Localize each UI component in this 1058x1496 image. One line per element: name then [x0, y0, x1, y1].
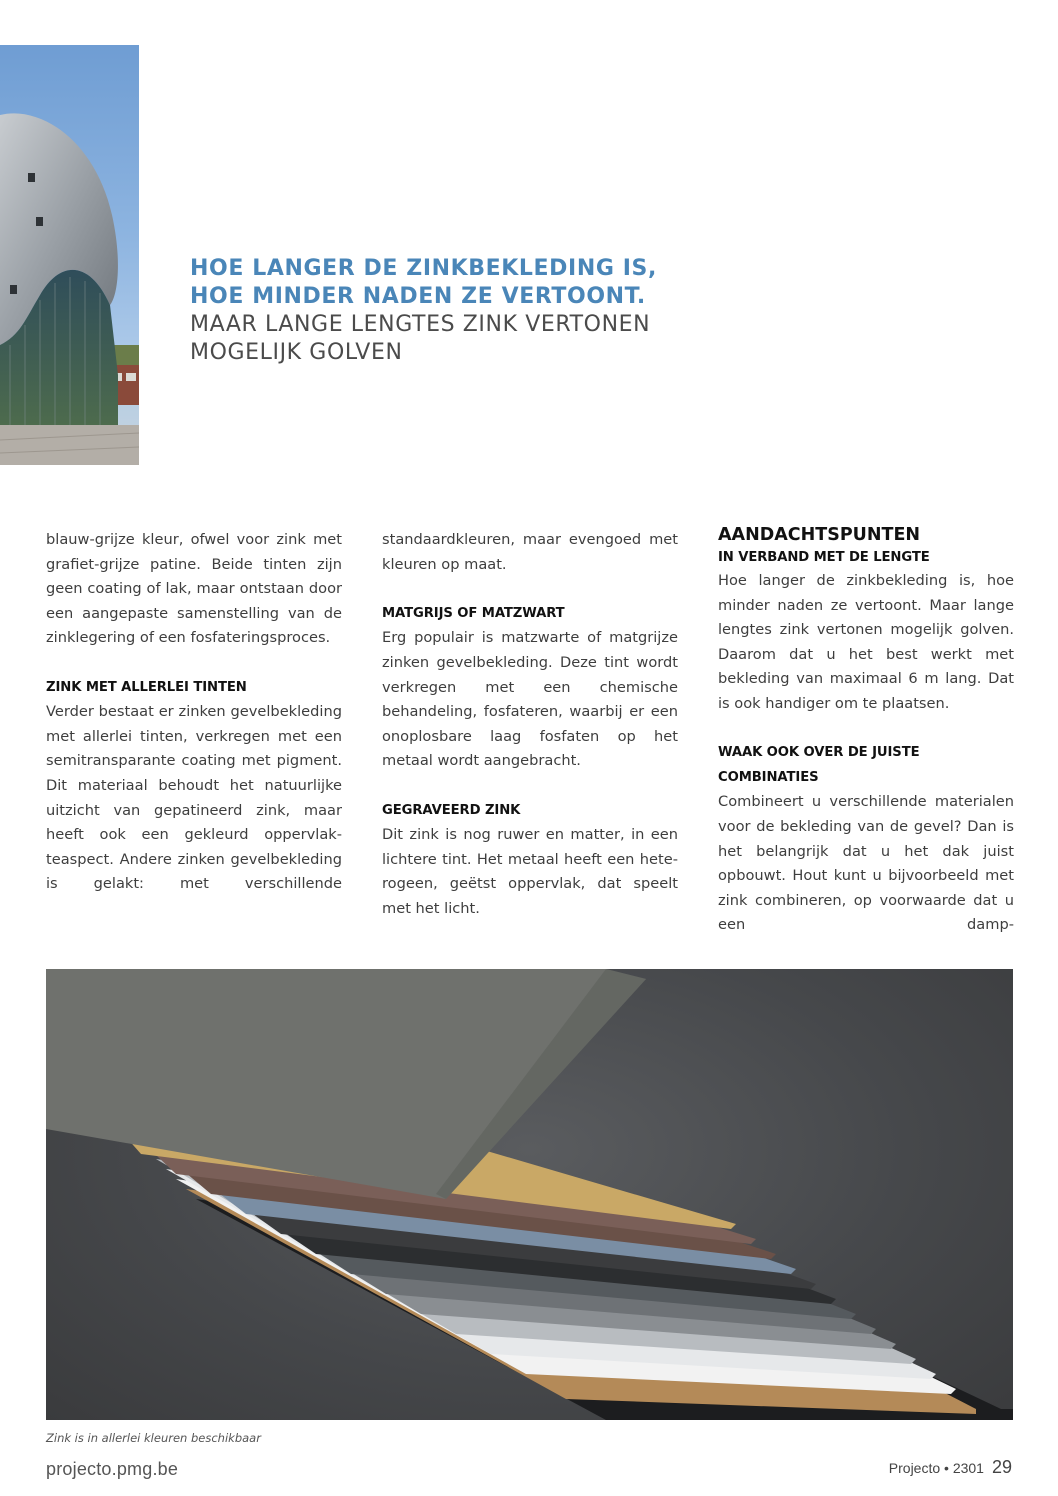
photo-caption: Zink is in allerlei kleuren beschikbaar — [46, 1431, 261, 1445]
paragraph-intro: standaardkleuren, maar evengoed met kleuren op maat. — [382, 531, 678, 573]
section-heading: ZINK MET ALLERLEI TINTEN — [46, 679, 247, 695]
section-heading: GEGRAVEERD ZINK — [382, 802, 521, 818]
pull-quote-light-line-1: MAAR LANGE LENGTES ZINK VERTONEN — [190, 312, 651, 337]
building-illustration — [0, 45, 139, 465]
paragraph: Hoe langer de zinkbekleding is, hoe minder naden ze vertoont. Maar lange lengtes zink vertonen mogelijk golven. Daarom dat u het best werkt met bekleding van maximaal 6 m lang. Dat is ook handiger om te plaatsen. — [718, 572, 1014, 712]
section-heading: WAAK OOK OVER DE JUISTE COMBINATIES — [718, 745, 920, 785]
paragraph: Combineert u verschillende materialen voor de bekleding van de gevel? Dan is het belangrijk dat u het dak juist opbouwt. Hout kunt u bijvoorbeeld met zink combineren, op voorwaarde dat u een damp- — [718, 793, 1014, 934]
paragraph: Erg populair is matzwarte of matgrijze zinken gevelbekleding. Deze tint wordt verkregen met een chemische behandeling, fosfateren, waarbij er een onoplosbare laag fosfaten op het metaal wordt aangebracht. — [382, 629, 678, 770]
footer-page-info — [889, 1457, 1012, 1478]
section-title: AANDACHTSPUNTEN — [718, 525, 921, 545]
zinc-swatches-illustration — [46, 969, 1013, 1420]
page-number: 29 — [991, 1457, 1012, 1477]
zinc-swatches-photo — [46, 969, 1013, 1420]
paragraph: Verder bestaat er zinken gevelbekleding met allerlei tinten, verkregen met een semitransparante coating met pigment. Dit materiaal behoudt het natuurlijke uitzicht van gepatineerd zink, maar heeft ook een gekleurd oppervlakteaspect. Andere zinken gevelbekleding is gelakt: met verschillende — [46, 703, 342, 893]
paragraph-intro: blauw-grijze kleur, ofwel voor zink met grafiet-grijze patine. Beide tinten zijn geen coating of lak, maar ontstaan door een aangepaste samenstelling van de zinklegering of een fosfateringsproces. — [46, 531, 342, 647]
section-subtitle: IN VERBAND MET DE LENGTE — [718, 550, 930, 565]
pull-quote-strong-line-2: HOE MINDER NADEN ZE VERTOONT. — [190, 284, 646, 309]
footer-website-link[interactable]: projecto.pmg.be — [46, 1459, 179, 1479]
pull-quote — [190, 255, 750, 367]
building-photo — [0, 45, 139, 465]
text-column-3 — [718, 525, 1014, 938]
text-column-1 — [46, 528, 342, 897]
pull-quote-strong-line-1: HOE LANGER DE ZINKBEKLEDING IS, — [190, 256, 657, 281]
text-column-2 — [382, 528, 678, 922]
paragraph: Dit zink is nog ruwer en matter, in een lichtere tint. Het metaal heeft een heterogeen, geëtst oppervlak, dat speelt met het licht. — [382, 826, 678, 917]
pull-quote-light-line-2: MOGELIJK GOLVEN — [190, 340, 403, 365]
footer-magazine-issue: Projecto • 2301 — [888, 1460, 984, 1476]
section-heading: MATGRIJS OF MATZWART — [382, 605, 565, 621]
